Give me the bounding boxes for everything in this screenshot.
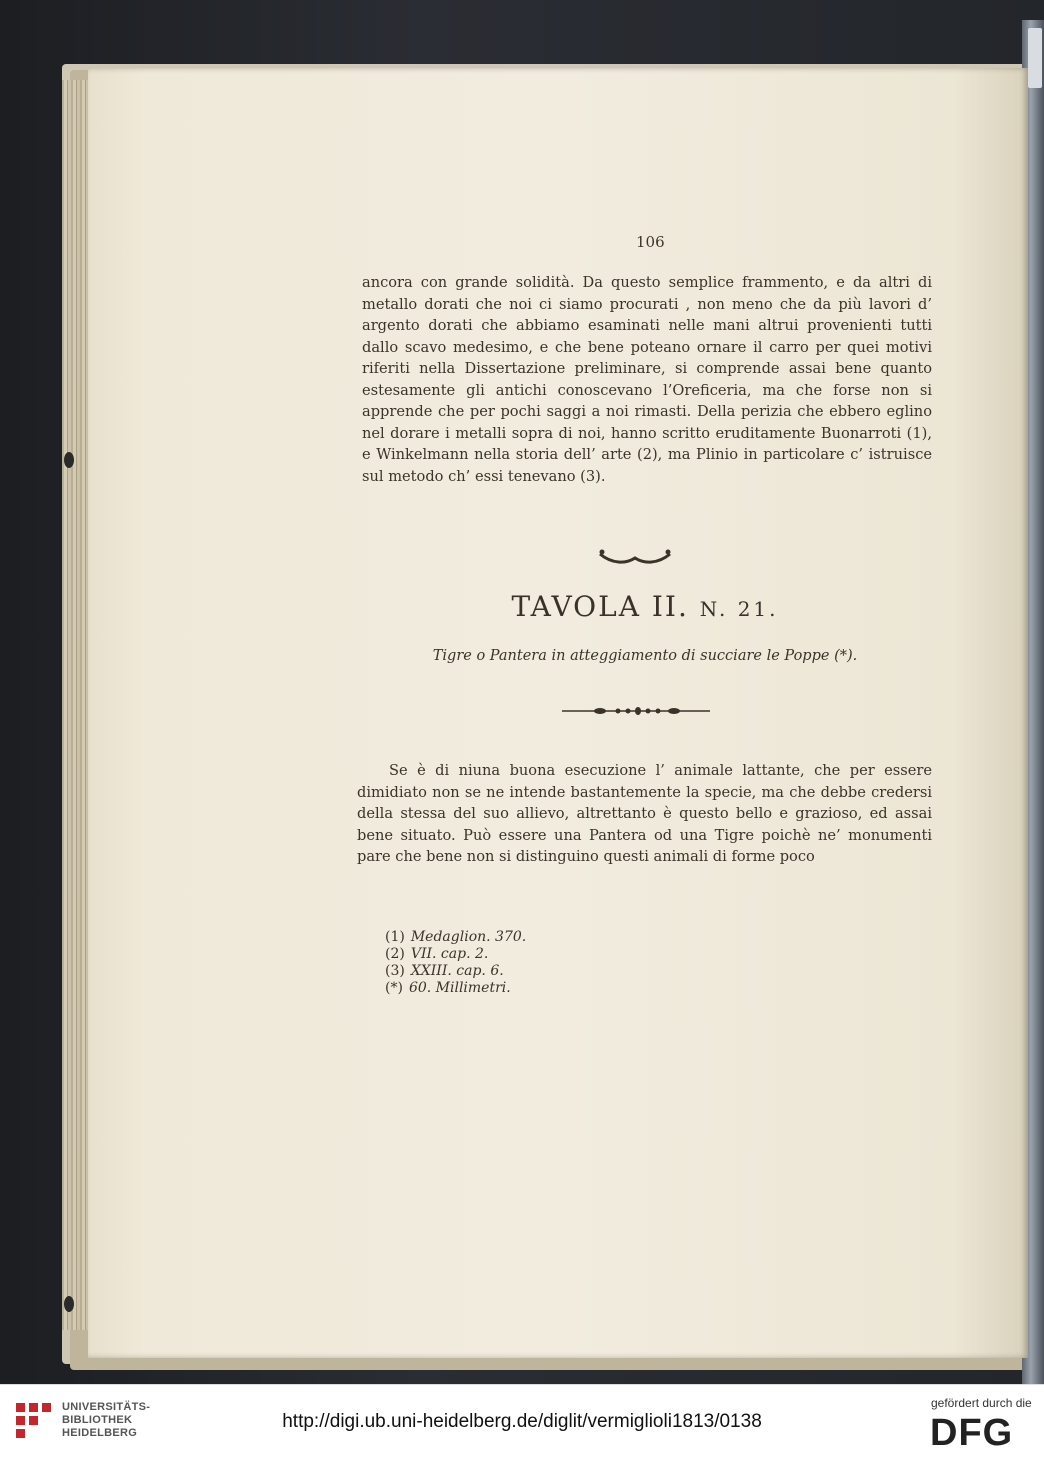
- plate-title: [0, 590, 1044, 623]
- footnote-text: VII. cap. 2.: [410, 946, 489, 962]
- footnote-mark: (*): [385, 980, 403, 996]
- flourish-ornament-icon: [598, 548, 672, 566]
- footnote: [385, 963, 526, 980]
- plate-title-main: TAVOLA II.: [511, 590, 689, 623]
- binding-hole: [64, 1296, 74, 1312]
- plate-title-number: N. 21.: [699, 597, 779, 621]
- library-name-line: UNIVERSITÄTS-: [62, 1401, 151, 1413]
- clip-icon: [1028, 28, 1042, 88]
- binding-hole: [64, 452, 74, 468]
- footer-bar: [0, 1384, 1044, 1457]
- footnote-text: Medaglion. 370.: [410, 929, 527, 945]
- footnote-mark: (2): [385, 946, 405, 962]
- footnote: [385, 980, 526, 997]
- footnote-mark: (1): [385, 929, 405, 945]
- footnote: [385, 929, 526, 946]
- page-number: 106: [636, 233, 665, 251]
- footnotes: [385, 929, 526, 997]
- paragraph-second: Se è di niuna buona esecuzione l’ animale lattante, che per essere dimidiato non se ne intende bastantemente la specie, ma che debbe credersi della stessa del suo allievo, altrettanto è questo bello e grazioso, ed assai bene situato. Può essere una Pantera od una Tigre poichè ne’ monumenti pare che bene non si distinguino questi animali di forme poco: [357, 762, 932, 865]
- funding-note: gefördert durch die: [931, 1396, 1032, 1410]
- book-page: [88, 68, 1028, 1358]
- library-name-line: BIBLIOTHEK: [62, 1414, 133, 1426]
- footnote-text: XXIII. cap. 6.: [410, 963, 504, 979]
- plate-subtitle: Tigre o Pantera in atteggiamento di succiare le Poppe (*).: [432, 648, 858, 664]
- dfg-logo: DFG: [930, 1412, 1014, 1454]
- permalink-url[interactable]: http://digi.ub.uni-heidelberg.de/diglit/vermiglioli1813/0138: [282, 1411, 762, 1432]
- divider-ornament-icon: [560, 704, 712, 718]
- footnote-mark: (3): [385, 963, 405, 979]
- paragraph-first: ancora con grande solidità. Da questo semplice frammento, e da altri di metallo dorati che noi ci siamo procurati , non meno che da più lavori d’ argento dorati che abbiamo esaminati nelle mani altrui provenienti tutti dallo scavo medesimo, e che bene poteano ornare il carro per quei motivi riferiti nella Dissertazione preliminare, si comprende assai bene quanto estesamente gli antichi conoscevano l’Oreficeria, ma che forse non si apprende che per pochi saggi a noi rimasti. Della perizia che ebbero eglino nel dorare i metalli sopra di noi, hanno scritto eruditamente Buonarroti (1), e Winkelmann nella storia dell’ arte (2), ma Plinio in particolare c’ istruisce sul metodo ch’ essi tenevano (3).: [362, 274, 932, 485]
- footnote: [385, 946, 526, 963]
- footnote-text: 60. Millimetri.: [408, 980, 511, 996]
- library-name-line: HEIDELBERG: [62, 1427, 138, 1439]
